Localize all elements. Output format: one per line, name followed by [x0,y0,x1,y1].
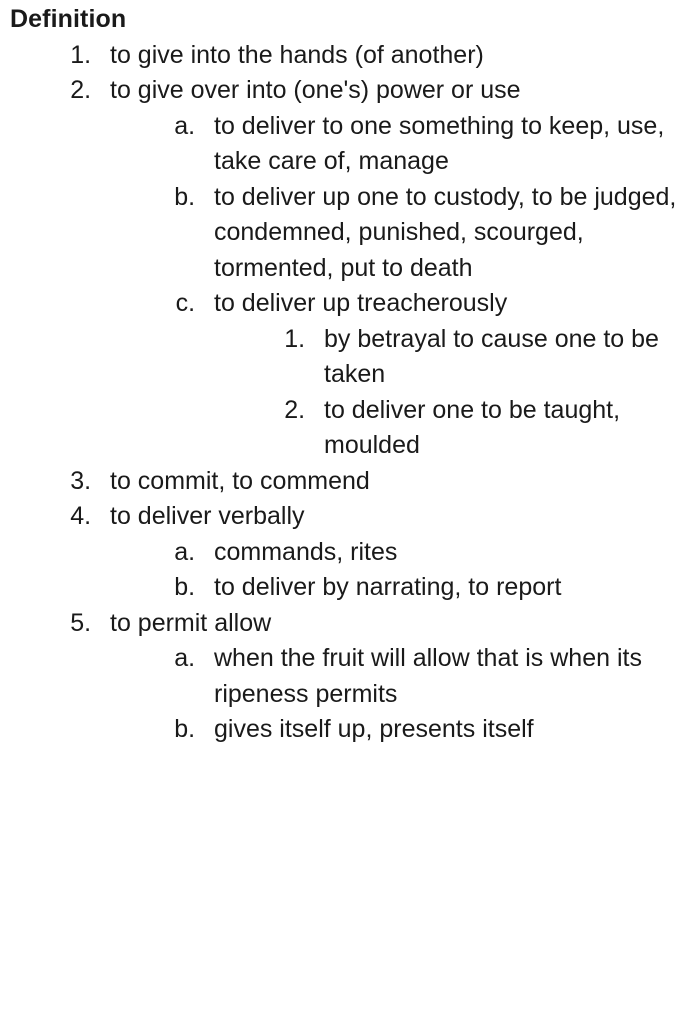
list-item [202,570,678,606]
list-item [98,73,678,464]
definition-text: 5. to permit allow [110,608,272,637]
list-item [98,38,678,74]
definition-text: b. gives itself up, presents itself [214,715,534,743]
list-item [202,535,678,571]
list-item [312,322,678,393]
definition-text: 2. to deliver one to be taught, moulded [324,395,621,459]
definition-sublist [202,641,678,748]
definition-text: 3. to commit, to commend [110,466,370,495]
definition-text: 4. to deliver verbally [110,502,305,530]
definition-text: a. to deliver to one something to keep, use, take care of, manage [214,111,665,175]
definition-text: c. to deliver up treacherously [214,289,508,317]
list-item [98,499,678,606]
definition-text: 2. to give over into (one's) power or use [110,76,521,104]
definition-text: 1. to give into the hands (of another) [110,40,484,69]
page-title: Definition [10,5,127,33]
definition-page [0,6,678,1029]
definition-text: a. when the fruit will allow that is when its ripeness permits [214,644,642,708]
list-item [98,464,678,500]
list-item [312,393,678,464]
definition-subsublist [312,322,678,464]
definition-sublist [202,535,678,606]
list-item [202,286,678,464]
list-item [202,109,678,180]
definition-list [98,38,678,748]
list-item [98,606,678,748]
list-item [202,712,678,748]
definition-text: a. commands, rites [214,537,398,566]
definition-text: b. to deliver by narrating, to report [214,573,562,601]
list-item [202,180,678,287]
definition-text: b. to deliver up one to custody, to be judged, condemned, punished, scourged, tormented, put to death [214,182,677,282]
definition-sublist [202,109,678,464]
list-item [202,641,678,712]
definition-text: 1. by betrayal to cause one to be taken [324,324,659,388]
